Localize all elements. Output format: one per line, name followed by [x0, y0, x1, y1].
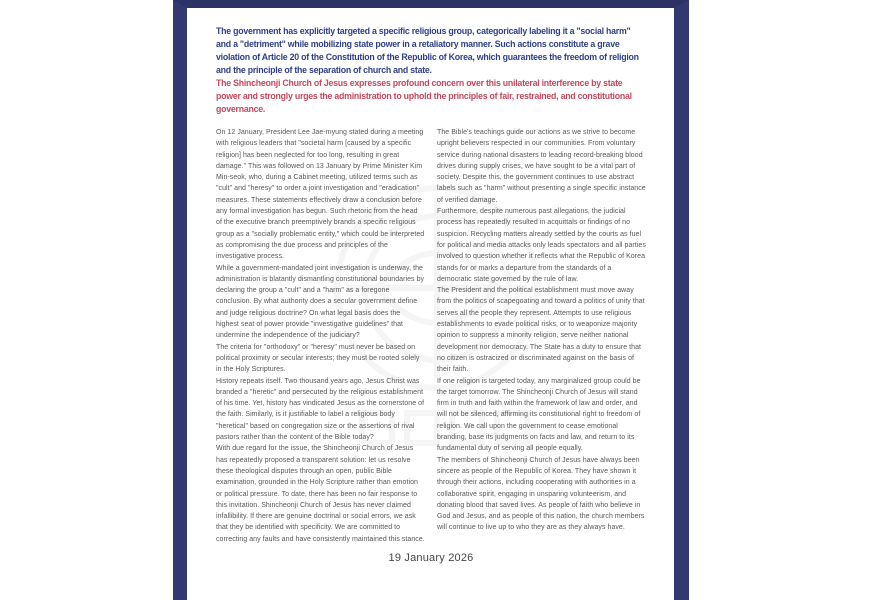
paragraph: The President and the political establishment must move away from the politics of scapegoating and toward a politics of unity that serves all the people they represent. Attempts to use religious establishments to evade political risks, or to weaponize majority opinion to suppress a minority religion, serve neither national development nor democracy. The State has a duty to ensure that no citizen is ostracized or discriminated against on the basis of their faith. [437, 287, 645, 374]
paragraph: The members of Shincheonji Church of Jesus have always been sincere as people of the Republic of Korea. They have shown it through their actions, including cooperating with authorities in a collaborative spirit, engaging in unsparing volunteerism, and donating blood that saved lives. As people of faith who believe in God and Jesus, and as people of this nation, the church members will continue to live up to who they are as they always have. [437, 456, 645, 532]
paragraph: The criteria for "orthodoxy" or "heresy" must never be based on political proximity or secular interests; they must be rooted solely in the Holy Scriptures. [216, 343, 420, 374]
body-columns [216, 127, 646, 545]
body-column-left [216, 127, 425, 545]
paragraph: Furthermore, despite numerous past allegations, the judicial process has repeatedly resulted in acquittals or findings of no suspicion. Recycling matters already settled by the courts as fuel for political and media attacks only leads spectators and all parties involved to question whether it reflects what the Republic of Korea stands for or marks a departure from the standards of a democratic state governed by the rule of law. [437, 208, 646, 283]
paragraph: With due regard for the issue, the Shincheonji Church of Jesus has repeatedly proposed a transparent solution: let us resolve these theological disputes through an open, public Bible examination, grounded in the Holy Scripture rather than emotion or political pressure. To date, there has been no fair response to this invitation. Shincheonji Church of Jesus has never claimed infallibility. If there are genuine doctrinal or social errors, we ask that they be identified with specificity. We are committed to correcting any faults and have consistently maintained this stance. [216, 445, 425, 543]
paragraph: The Bible's teachings guide our actions as we strive to become upright believers respected in our communities. From voluntary service during national disasters to leading record-breaking blood drives during supply crises, we have sought to be a vital part of society. Despite this, the government continues to use abstract labels such as "harm" without presenting a single specific instance of verified damage. [437, 129, 646, 204]
paragraph: History repeats itself. Two thousand years ago, Jesus Christ was branded a "heretic" and persecuted by the religious establishment of his time. Yet, history has vindicated Jesus as the cornerstone of the faith. Similarly, is it justifiable to label a religious body "heretical" based on congregation size or the assertions of rival pastors rather than the content of the Bible today? [216, 377, 425, 442]
statement-secondary: The Shincheonji Church of Jesus expresses profound concern over this unilateral interference by state power and strongly urges the administration to uphold the principles of fair, restrained, and constitutional governance. [216, 78, 632, 114]
document-date: 19 January 2026 [388, 551, 474, 564]
paragraph: While a government-mandated joint investigation is underway, the administration is blatantly dismantling constitutional boundaries by declaring the group a "cult" and a "harm" as a foregone conclusion. By what authority does a secular government define and judge religious doctrine? On what legal basis does the highest seat of power provide "investigative guidelines" that undermine the independence of the judiciary? [216, 264, 425, 340]
paragraph: On 12 January, President Lee Jae-myung stated during a meeting with religious leaders that "societal harm [caused by a specific religion] has been neglected for too long, resulting in great damage." This was followed on 13 January by Prime Minister Kim Min-seok, who, during a Cabinet meeting, utilized terms such as "cult" and "heresy" to order a joint investigation and "eradication" measures. These statements effectively draw a conclusion before any formal investigation has begun. Such rhetoric from the head of the executive branch preemptively brands a specific religious group as a "socially problematic entity," which could be interpreted as compromising the due process and principles of the investigative process. [216, 129, 425, 261]
body-column-right [437, 127, 646, 545]
document-card [173, 0, 689, 600]
statement-primary: The government has explicitly targeted a specific religious group, categorically labeling it a "social harm" and a "detriment" while mobilizing state power in a retaliatory manner. Such actions constitute a grave violation of Article 20 of the Constitution of the Republic of Korea, which guarantees the freedom of religion and the principle of the separation of church and state. [216, 26, 639, 75]
paragraph: If one religion is targeted today, any marginalized group could be the target tomorrow. The Shincheonji Church of Jesus will stand firm in truth and faith within the framework of law and order, and will not be silenced, affirming its constitutional right to freedom of religion. We call upon the government to cease emotional branding, base its judgments on facts and law, and return to its fundamental duty of serving all people equally. [437, 377, 641, 453]
document-page [187, 8, 674, 600]
